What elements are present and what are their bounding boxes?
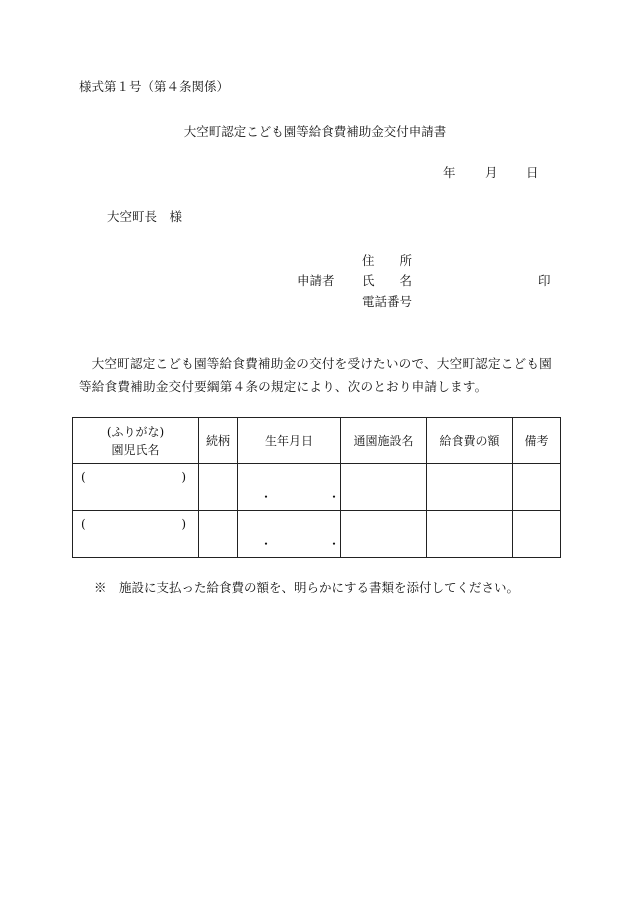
table-row <box>73 464 561 511</box>
attachment-note: ※ 施設に支払った給食費の額を、明らかにする書類を添付してください。 <box>94 580 520 595</box>
paren-open: ( <box>81 517 86 531</box>
lunch-fee-cell[interactable] <box>427 464 513 511</box>
header-child-name-label: 園児氏名 <box>111 442 160 457</box>
paren-open: ( <box>81 470 86 484</box>
applicant-label: 申請者 <box>297 273 335 288</box>
header-birthdate: 生年月日 <box>238 418 341 464</box>
form-number: 様式第１号（第４条関係） <box>79 79 230 94</box>
header-child-name <box>73 418 199 464</box>
children-table <box>72 417 561 558</box>
phone-label: 電話番号 <box>362 294 413 309</box>
remarks-cell[interactable] <box>513 464 561 511</box>
birthdate-dots: ・ ・ <box>260 536 363 551</box>
header-relationship: 続柄 <box>199 418 238 464</box>
date-year-label: 年 <box>443 165 456 180</box>
birthdate-cell[interactable] <box>238 511 363 558</box>
table-row <box>73 511 561 558</box>
name-label: 氏 名 <box>362 273 413 288</box>
birthdate-cell[interactable] <box>238 464 363 511</box>
remarks-cell[interactable] <box>513 511 561 558</box>
lunch-fee-cell[interactable] <box>427 511 513 558</box>
paren-close: ) <box>181 470 186 484</box>
table-header-row <box>73 418 561 464</box>
document-title: 大空町認定こども園等給食費補助金交付申請書 <box>183 124 447 139</box>
header-furigana: (ふりがな) <box>106 424 165 439</box>
birthdate-dots: ・ ・ <box>260 489 363 504</box>
header-lunch-fee: 給食費の額 <box>427 418 513 464</box>
date-month-label: 月 <box>485 165 498 180</box>
seal-mark: 印 <box>538 273 551 288</box>
application-statement: 大空町認定こども園等給食費補助金の交付を受けたいので、大空町認定こども園等給食費補助金交付要綱第４条の規定により、次のとおり申請します。 <box>79 356 552 394</box>
child-name-cell[interactable] <box>73 511 199 558</box>
relationship-cell[interactable] <box>199 464 238 511</box>
header-facility: 通園施設名 <box>341 418 427 464</box>
addressee: 大空町長 様 <box>107 209 183 224</box>
header-remarks: 備考 <box>513 418 561 464</box>
child-name-cell[interactable] <box>73 464 199 511</box>
paren-close: ) <box>181 517 186 531</box>
date-day-label: 日 <box>526 165 539 180</box>
relationship-cell[interactable] <box>199 511 238 558</box>
address-label: 住 所 <box>362 253 413 268</box>
